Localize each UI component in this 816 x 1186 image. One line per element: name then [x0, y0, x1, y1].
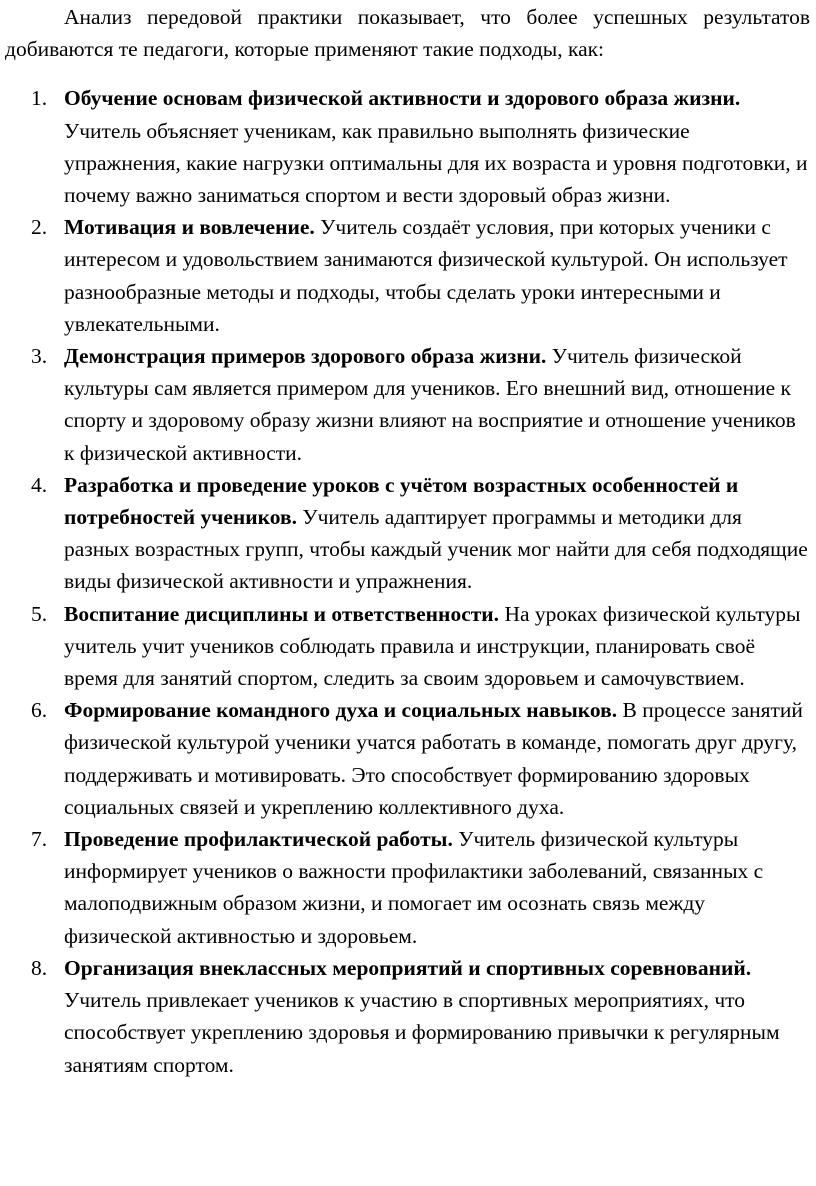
item-heading: Проведение профилактической работы.: [64, 827, 453, 852]
item-heading: Мотивация и вовлечение.: [64, 215, 315, 240]
item-text: Учитель объясняет ученикам, как правильно выполнять физические упражнения, какие нагрузки оптимальны для их возраста и уровня подготовки, и почему важно заниматься спортом и вести здоровый образ жизни.: [64, 118, 808, 208]
item-text: На уроках физической культуры учитель учит учеников соблюдать правила и инструкции, планировать своё время для занятий спортом, следить за своим здоровьем и самочувствием.: [64, 601, 801, 691]
list-item: [5, 952, 810, 1081]
item-text: Учитель физической культуры информирует учеников о важности профилактики заболеваний, связанных с малоподвижным образом жизни, и помогает им осознать связь между физической активностью и здоровьем.: [64, 827, 764, 948]
item-heading: Обучение основам физической активности и здорового образа жизни.: [64, 86, 741, 111]
list-item: [5, 82, 810, 211]
item-text: Учитель физической культуры сам является примером для учеников. Его внешний вид, отношение к спорту и здоровому образу жизни влияют на восприятие и отношение учеников к физической активности.: [64, 344, 796, 465]
item-heading: Формирование командного духа и социальных навыков.: [64, 698, 618, 723]
list-item: [5, 823, 810, 952]
list-item: [5, 694, 810, 823]
item-number: 4.: [31, 472, 48, 497]
item-number: 5.: [31, 601, 48, 626]
item-text: Учитель создаёт условия, при которых ученики с интересом и удовольствием занимаются физической культурой. Он использует разнообразные методы и подходы, чтобы сделать уроки интересными и увлекательными.: [64, 215, 788, 336]
item-heading: Демонстрация примеров здорового образа жизни.: [64, 344, 547, 369]
approaches-list: [5, 82, 810, 1080]
list-item: [5, 340, 810, 469]
item-number: 2.: [31, 215, 48, 240]
list-item: [5, 598, 810, 695]
item-number: 6.: [31, 698, 48, 723]
item-heading: Воспитание дисциплины и ответственности.: [64, 601, 500, 626]
item-heading: Разработка и проведение уроков с учётом возрастных особенностей и потребностей учеников.: [64, 472, 739, 530]
item-heading: Организация внеклассных мероприятий и спортивных соревнований.: [64, 955, 752, 980]
item-text: В процессе занятий физической культурой ученики учатся работать в команде, помогать друг другу, поддерживать и мотивировать. Это способствует формированию здоровых социальных связей и укреплению коллективного духа.: [64, 698, 803, 819]
item-number: 3.: [31, 344, 48, 369]
item-text: Учитель привлекает учеников к участию в спортивных мероприятиях, что способствует укреплению здоровья и формированию привычки к регулярным занятиям спортом.: [64, 988, 780, 1077]
item-number: 7.: [31, 827, 48, 852]
item-text: Учитель адаптирует программы и методики для разных возрастных групп, чтобы каждый ученик мог найти для себя подходящие виды физической активности и упражнения.: [64, 505, 808, 594]
item-number: 1.: [31, 86, 48, 111]
list-item: [5, 469, 810, 598]
item-number: 8.: [31, 955, 48, 980]
intro-paragraph: Анализ передовой практики показывает, что более успешных результатов добиваются те педагоги, которые применяют такие подходы, как:: [5, 5, 810, 62]
list-item: [5, 211, 810, 340]
